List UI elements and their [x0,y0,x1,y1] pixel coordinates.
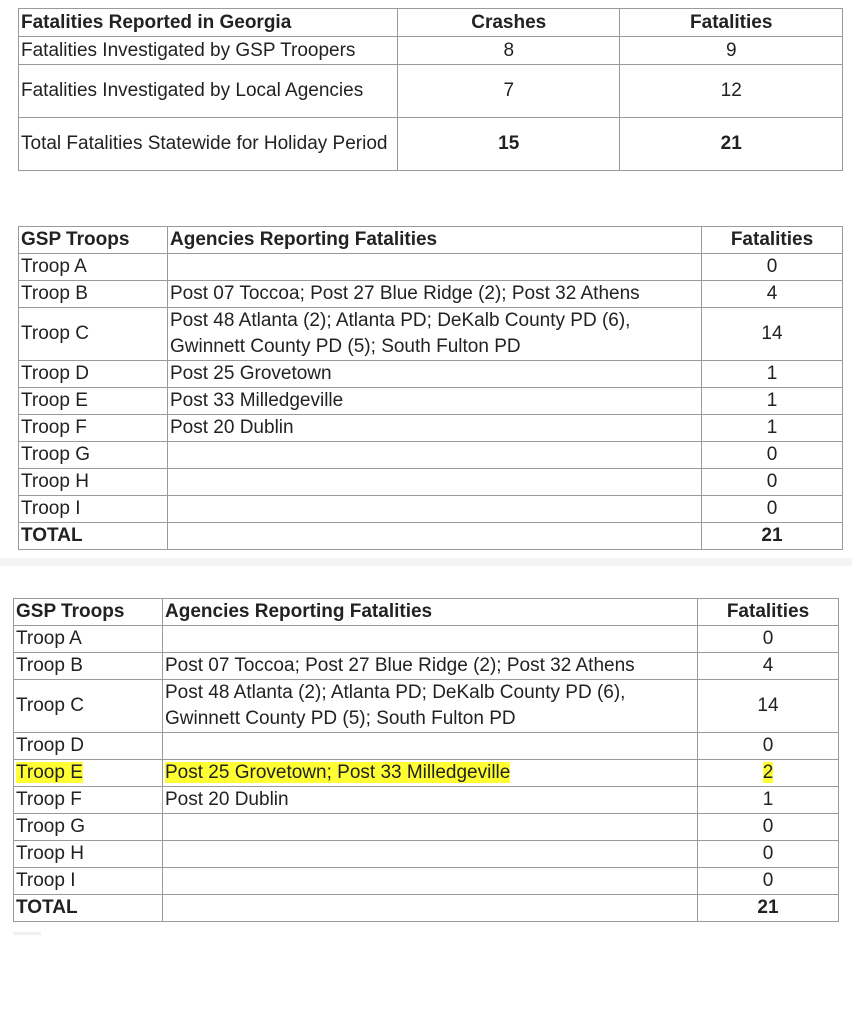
header-cell: Fatalities [698,599,839,626]
fatalities-cell [702,281,843,308]
troop-label: Troop C [21,323,89,344]
fatalities-cell [702,388,843,415]
fatalities-value: 4 [766,283,778,304]
troop-cell [19,388,168,415]
table-row [19,118,843,171]
table-row [14,680,839,733]
troop-label: Troop C [16,695,84,716]
table-row [14,653,839,680]
troop-label: Troop H [21,471,89,492]
table-row [19,308,843,361]
troop-cell [14,787,163,814]
fatalities-cell [702,308,843,361]
troop-cell [14,760,163,787]
troop-cell [19,361,168,388]
fatalities-cell [702,361,843,388]
agencies-text: Post 33 Milledgeville [170,390,344,411]
agencies-cell [163,680,698,733]
table-row [19,65,843,118]
table-row [19,254,843,281]
table-row [14,733,839,760]
troop-label: Troop D [21,363,89,384]
troop-label: Troop A [21,256,87,277]
agencies-text: Post 20 Dublin [170,417,294,438]
troop-cell [19,308,168,361]
fatalities-value: 0 [762,628,774,649]
troop-label: Troop F [21,417,87,438]
agencies-cell [168,308,702,361]
header-cell: Agencies Reporting Fatalities [163,599,698,626]
fatalities-value: 1 [766,390,778,411]
troop-cell [19,469,168,496]
table-row [19,442,843,469]
agencies-cell [168,254,702,281]
agencies-cell [168,281,702,308]
fatalities-value: 0 [766,498,778,519]
agencies-cell [163,733,698,760]
header-cell: GSP Troops [14,599,163,626]
row-label: Total Fatalities Statewide for Holiday Period [19,118,398,171]
agencies-cell [168,469,702,496]
table-row [14,760,839,787]
highlight [16,762,83,783]
agencies-cell [168,361,702,388]
header-cell: GSP Troops [19,227,168,254]
fatalities-value: 14 [761,323,783,344]
fatalities-cell [698,868,839,895]
troop-cell [14,653,163,680]
table-row [19,388,843,415]
crashes-cell: 7 [398,65,620,118]
fatalities-cell [698,626,839,653]
header-cell: Crashes [398,9,620,37]
fatalities-cell [698,787,839,814]
total-agencies [168,523,702,550]
troops-table-corrected [13,598,839,922]
table-row [19,469,843,496]
troop-label: Troop B [21,283,88,304]
agencies-text: Post 25 Grovetown; Post 33 Milledgeville [165,762,511,783]
agencies-cell [168,496,702,523]
troop-label: Troop E [16,762,83,783]
fatalities-cell [698,733,839,760]
troop-label: Troop G [21,444,90,465]
fatalities-value: 0 [766,256,778,277]
fatalities-value: 0 [762,843,774,864]
agencies-cell [163,760,698,787]
fatalities-value: 0 [766,444,778,465]
troop-label: Troop E [21,390,88,411]
fatalities-value: 1 [762,789,774,810]
summary-table [18,8,843,171]
troop-cell [14,626,163,653]
agencies-cell [163,841,698,868]
troop-label: Troop H [16,843,84,864]
table-row [14,868,839,895]
troop-cell [19,442,168,469]
table-header-row [19,227,843,254]
fatalities-cell: 21 [620,118,843,171]
troop-label: Troop A [16,628,82,649]
troops-table-original [18,226,843,550]
agencies-text: Post 25 Grovetown [170,363,332,384]
table-row [19,496,843,523]
highlight [763,762,774,783]
agencies-cell [168,442,702,469]
agencies-text: Post 48 Atlanta (2); Atlanta PD; DeKalb County PD (6), Gwinnett County PD (5); South Fulton PD [170,310,631,357]
table-row [14,841,839,868]
agencies-text: Post 20 Dublin [165,789,289,810]
fatalities-cell [702,415,843,442]
crashes-cell: 15 [398,118,620,171]
fatalities-cell [698,814,839,841]
table-row [19,361,843,388]
total-row [14,895,839,922]
fatalities-cell [698,680,839,733]
agencies-cell [168,415,702,442]
table-row [19,281,843,308]
fatalities-cell [702,442,843,469]
agencies-cell [168,388,702,415]
header-cell: Fatalities [702,227,843,254]
table-row [19,37,843,65]
fatalities-cell [698,653,839,680]
total-row [19,523,843,550]
divider-mark [13,932,41,935]
troop-cell [19,254,168,281]
table-row [14,814,839,841]
fatalities-cell: 9 [620,37,843,65]
fatalities-value: 4 [762,655,774,676]
agencies-text: Post 07 Toccoa; Post 27 Blue Ridge (2); Post 32 Athens [165,655,635,676]
troop-cell [19,496,168,523]
fatalities-value: 0 [762,816,774,837]
agencies-cell [163,626,698,653]
troop-label: Troop I [16,870,76,891]
total-agencies [163,895,698,922]
section-divider [0,558,852,566]
total-fatalities: 21 [698,895,839,922]
fatalities-cell [702,496,843,523]
header-cell: Fatalities Reported in Georgia [19,9,398,37]
row-label: Fatalities Investigated by Local Agencies [19,65,398,118]
total-label: TOTAL [14,895,163,922]
troop-label: Troop F [16,789,82,810]
agencies-cell [163,787,698,814]
table-row [14,626,839,653]
fatalities-cell [698,841,839,868]
table-header-row [19,9,843,37]
troop-cell [19,281,168,308]
troop-cell [14,680,163,733]
fatalities-value: 0 [762,735,774,756]
fatalities-value: 14 [757,695,779,716]
total-label: TOTAL [19,523,168,550]
troop-cell [14,868,163,895]
troop-label: Troop G [16,816,85,837]
fatalities-value: 1 [766,363,778,384]
troop-label: Troop I [21,498,81,519]
table-row [19,415,843,442]
fatalities-cell [698,760,839,787]
troop-cell [14,841,163,868]
fatalities-cell [702,254,843,281]
header-cell: Agencies Reporting Fatalities [168,227,702,254]
fatalities-cell: 12 [620,65,843,118]
crashes-cell: 8 [398,37,620,65]
agencies-cell [163,868,698,895]
agencies-text: Post 48 Atlanta (2); Atlanta PD; DeKalb County PD (6), Gwinnett County PD (5); South Fulton PD [165,682,626,729]
fatalities-value: 0 [766,471,778,492]
highlight [165,762,510,783]
troop-label: Troop B [16,655,83,676]
agencies-text: Post 07 Toccoa; Post 27 Blue Ridge (2); Post 32 Athens [170,283,640,304]
table-row [14,787,839,814]
row-label: Fatalities Investigated by GSP Troopers [19,37,398,65]
troop-cell [19,415,168,442]
agencies-cell [163,653,698,680]
troop-label: Troop D [16,735,84,756]
total-fatalities: 21 [702,523,843,550]
header-cell: Fatalities [620,9,843,37]
agencies-cell [163,814,698,841]
troop-cell [14,814,163,841]
fatalities-value: 2 [762,762,774,783]
table-header-row [14,599,839,626]
fatalities-value: 1 [766,417,778,438]
fatalities-cell [702,469,843,496]
fatalities-value: 0 [762,870,774,891]
troop-cell [14,733,163,760]
